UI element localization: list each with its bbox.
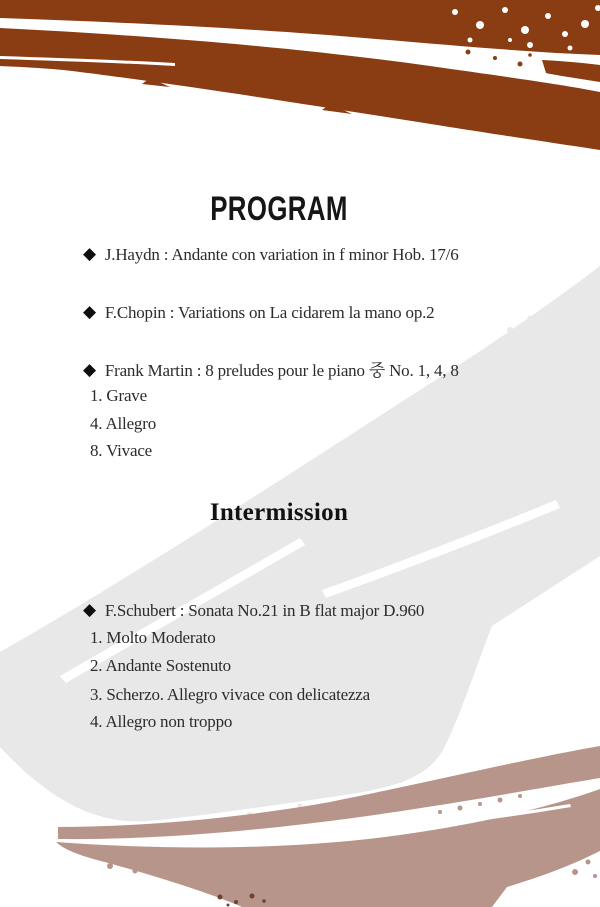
program-item-haydn xyxy=(83,244,459,266)
program-item-title: J.Haydn : Andante con variation in f minor Hob. 17/6 xyxy=(104,245,459,264)
program-item-chopin xyxy=(83,302,435,324)
movement-item: 1. Molto Moderato xyxy=(90,628,216,647)
program-item-title: F.Chopin : Variations on La cidarem la mano op.2 xyxy=(104,303,435,322)
diamond-bullet-icon: ◆ xyxy=(83,599,96,620)
program-item-martin xyxy=(83,360,459,382)
top-brush-stroke xyxy=(0,0,600,150)
diamond-bullet-icon: ◆ xyxy=(83,301,96,322)
diamond-bullet-icon: ◆ xyxy=(83,359,96,380)
movement-item: 1. Grave xyxy=(90,386,147,405)
movement-item: 4. Allegro xyxy=(90,414,156,433)
middle-brush-stroke xyxy=(0,266,600,831)
program-item-title: F.Schubert : Sonata No.21 in B flat major D.960 xyxy=(104,601,425,620)
intermission-heading: Intermission xyxy=(209,499,349,526)
movement-item: 4. Allegro non troppo xyxy=(90,712,233,731)
movement-item: 2. Andante Sostenuto xyxy=(90,656,231,675)
page-title: PROGRAM xyxy=(210,189,348,228)
program-item-schubert xyxy=(83,600,424,622)
program-item-title: Frank Martin : 8 preludes pour le piano 중 No. 1, 4, 8 xyxy=(104,361,459,380)
movement-item: 8. Vivace xyxy=(90,441,153,460)
movement-item: 3. Scherzo. Allegro vivace con delicatezza xyxy=(90,685,370,704)
diamond-bullet-icon: ◆ xyxy=(83,243,96,264)
